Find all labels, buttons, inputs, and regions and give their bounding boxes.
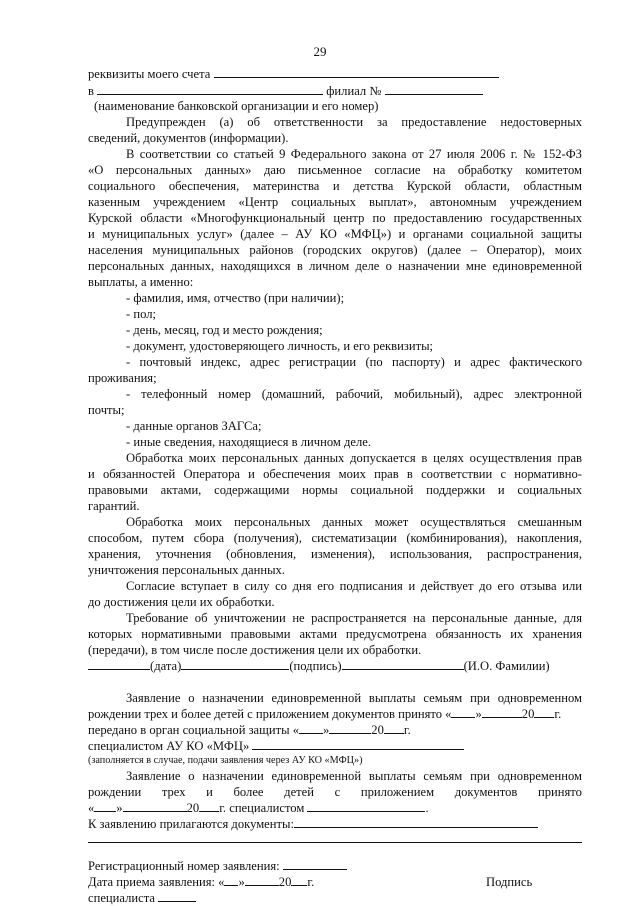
consent-line: персональных данных, находящихся в личном деле о назначении мне единовременной — [88, 259, 582, 273]
accepted-month-field[interactable] — [482, 706, 522, 718]
transferred-month-field[interactable] — [329, 722, 371, 734]
mfc-specialist-field[interactable] — [252, 738, 464, 750]
reception-month-field[interactable] — [245, 874, 279, 886]
acceptance-year-field[interactable] — [199, 800, 219, 812]
year-suffix: г. — [307, 875, 315, 889]
methods-line: Обработка моих персональных данных может осуществляться смешанным — [126, 515, 582, 529]
word: трех — [161, 785, 186, 799]
bank-name-field[interactable] — [97, 83, 323, 95]
application-line-3 — [88, 722, 582, 738]
reg-number-field[interactable] — [283, 858, 347, 870]
purpose-line: правовыми актами, содержащими нормы социальной поддержки и социальных — [88, 483, 582, 497]
consent-line: выплаты, а именно: — [88, 275, 194, 289]
consent-line: казенным учреждением «Центр социальных выплат», автономным учреждением — [88, 195, 582, 209]
word: приложением — [360, 785, 435, 799]
date-field[interactable] — [88, 658, 150, 670]
consent-line: «О персональных данных» даю письменное согласие на обработку комитетом — [88, 163, 582, 177]
date-label: (дата) — [150, 659, 182, 673]
transferred-year-field[interactable] — [384, 722, 404, 734]
branch-label: филиал № — [326, 84, 382, 98]
consent-line: Курской области «Многофункциональный центр по предоставлению государственных — [88, 211, 582, 225]
data-item: - телефонный номер (домашний, рабочий, мобильный), адрес электронной — [126, 387, 582, 401]
mfc-specialist-text: специалистом АУ КО «МФЦ» — [88, 739, 250, 753]
transferred-day-field[interactable] — [299, 722, 323, 734]
specialist-line — [88, 890, 582, 906]
destruction-line: Требование об уничтожении не распространяется на персональные данные, для — [126, 611, 582, 625]
specialist-label: специалиста — [88, 891, 155, 905]
data-item: - фамилия, имя, отчество (при наличии); — [126, 291, 345, 305]
consent-line: В соответствии со статьей 9 Федерального закона от 27 июля 2006 г. № 152-ФЗ — [126, 147, 582, 161]
mfc-note: (заполняется в случае, подачи заявления через АУ КО «МФЦ») — [88, 755, 363, 766]
page-number: 29 — [313, 44, 327, 59]
signature-field[interactable] — [181, 658, 289, 670]
attachments-extra-line[interactable] — [88, 842, 582, 843]
specialist-signature-label: Подпись — [486, 875, 533, 889]
consent-line: населения муниципальных районов (городских округов) (далее – Оператор), моих — [88, 243, 582, 257]
specialist-field[interactable] — [158, 890, 196, 902]
accepted-year-field[interactable] — [534, 706, 554, 718]
account-label: реквизиты моего счета — [88, 67, 211, 81]
methods-line: уничтожения персональных данных. — [88, 563, 285, 577]
word: принято — [537, 785, 582, 799]
bank-in-label: в — [88, 84, 94, 98]
quote-close: » — [323, 723, 330, 737]
data-item: - день, месяц, год и место рождения; — [126, 323, 323, 337]
purpose-line: и обязанностей Оператора и обеспечения моих прав в соответствии с нормативно- — [88, 467, 582, 481]
year-prefix: 20 — [371, 723, 384, 737]
data-item: - пол; — [126, 307, 156, 321]
warning-line-1: Предупрежден (а) об ответственности за предоставление недостоверных — [126, 115, 582, 129]
specialist-text: г. специалистом — [219, 801, 305, 815]
application-line-2 — [88, 706, 582, 722]
destruction-line: которых нормативными правовыми актами предусмотрена обязанность их хранения — [88, 627, 582, 641]
reception-year-field[interactable] — [291, 874, 307, 886]
name-field[interactable] — [342, 658, 464, 670]
data-item-continuation: почты; — [88, 403, 125, 417]
purpose-line: гарантий. — [88, 499, 140, 513]
year-prefix: 20 — [521, 707, 535, 721]
transferred-text: передано в орган социальной защиты « — [88, 723, 299, 737]
account-line — [88, 66, 582, 82]
methods-line: способом, путем сбора (получения), систематизации (комбинирования), накопления, — [88, 531, 582, 545]
word: детей — [284, 785, 314, 799]
application-line-1: Заявление о назначении единовременной выплаты семьям при одновременном — [126, 691, 582, 705]
accepted-day-field[interactable] — [451, 706, 475, 718]
attachments-label: К заявлению прилагаются документы: — [88, 817, 294, 831]
consent-line: и муниципальных услуг» (далее – АУ КО «МФЦ») и органами социальной защиты — [88, 227, 582, 241]
word: более — [233, 785, 264, 799]
period: . — [425, 801, 429, 815]
purpose-line: Обработка моих персональных данных допускается в целях осуществления прав — [126, 451, 582, 465]
data-item: - иные сведения, находящиеся в личном деле. — [126, 435, 372, 449]
reception-date-label: Дата приема заявления: « — [88, 875, 225, 889]
bank-note: (наименование банковской организации и его номер) — [94, 99, 379, 113]
branch-number-field[interactable] — [385, 83, 483, 95]
acceptance-line-2 — [88, 784, 582, 800]
reception-day-field[interactable] — [224, 874, 238, 886]
word: с — [334, 785, 341, 799]
application-line-4 — [88, 738, 582, 754]
signature-line — [88, 658, 582, 674]
signature-label: (подпись) — [289, 659, 342, 673]
quote-open: « — [88, 801, 95, 815]
name-label: (И.О. Фамилии) — [463, 659, 550, 673]
reg-number-line — [88, 858, 582, 874]
data-item: - данные органов ЗАГСа; — [126, 419, 262, 433]
data-item-continuation: проживания; — [88, 371, 157, 385]
word: документов — [454, 785, 518, 799]
quote-close: » — [238, 875, 245, 889]
acceptance-line-3 — [88, 800, 582, 816]
attachments-line — [88, 816, 582, 832]
quote-close: » — [475, 707, 482, 721]
year-suffix: г. — [403, 723, 411, 737]
attachments-field[interactable] — [294, 816, 538, 828]
quote-close: » — [116, 801, 123, 815]
data-item: - документ, удостоверяющего личность, и его реквизиты; — [126, 339, 434, 353]
consent-line: социального обеспечения, материнства и детства Курской области, областным — [88, 179, 582, 193]
year-prefix: 20 — [186, 801, 200, 815]
methods-line: хранения, уточнения (обновления, изменения), использования, распространения, — [88, 547, 582, 561]
year-suffix: г. — [554, 707, 562, 721]
acceptance-specialist-field[interactable] — [307, 800, 425, 812]
bank-line — [88, 83, 582, 99]
acceptance-day-field[interactable] — [94, 800, 116, 812]
destruction-line: (передачи), в том числе после достижения цели их обработки. — [88, 643, 422, 657]
reg-number-label: Регистрационный номер заявления: — [88, 859, 280, 873]
acceptance-month-field[interactable] — [123, 800, 187, 812]
term-line: Согласие вступает в силу со дня его подписания и действует до его отзыва или — [126, 579, 582, 593]
data-item: - почтовый индекс, адрес регистрации (по паспорту) и адрес фактического — [126, 355, 582, 369]
application-accepted-text: рождении трех и более детей с приложением документов принято « — [88, 707, 452, 721]
acceptance-line-1: Заявление о назначении единовременной выплаты семьям при одновременном — [126, 769, 582, 783]
word: рождении — [88, 785, 142, 799]
year-prefix: 20 — [278, 875, 292, 889]
warning-line-2: сведений, документов (информации). — [88, 131, 289, 145]
account-field[interactable] — [214, 66, 499, 78]
term-line: до достижения цели их обработки. — [88, 595, 275, 609]
word: и — [206, 785, 213, 799]
